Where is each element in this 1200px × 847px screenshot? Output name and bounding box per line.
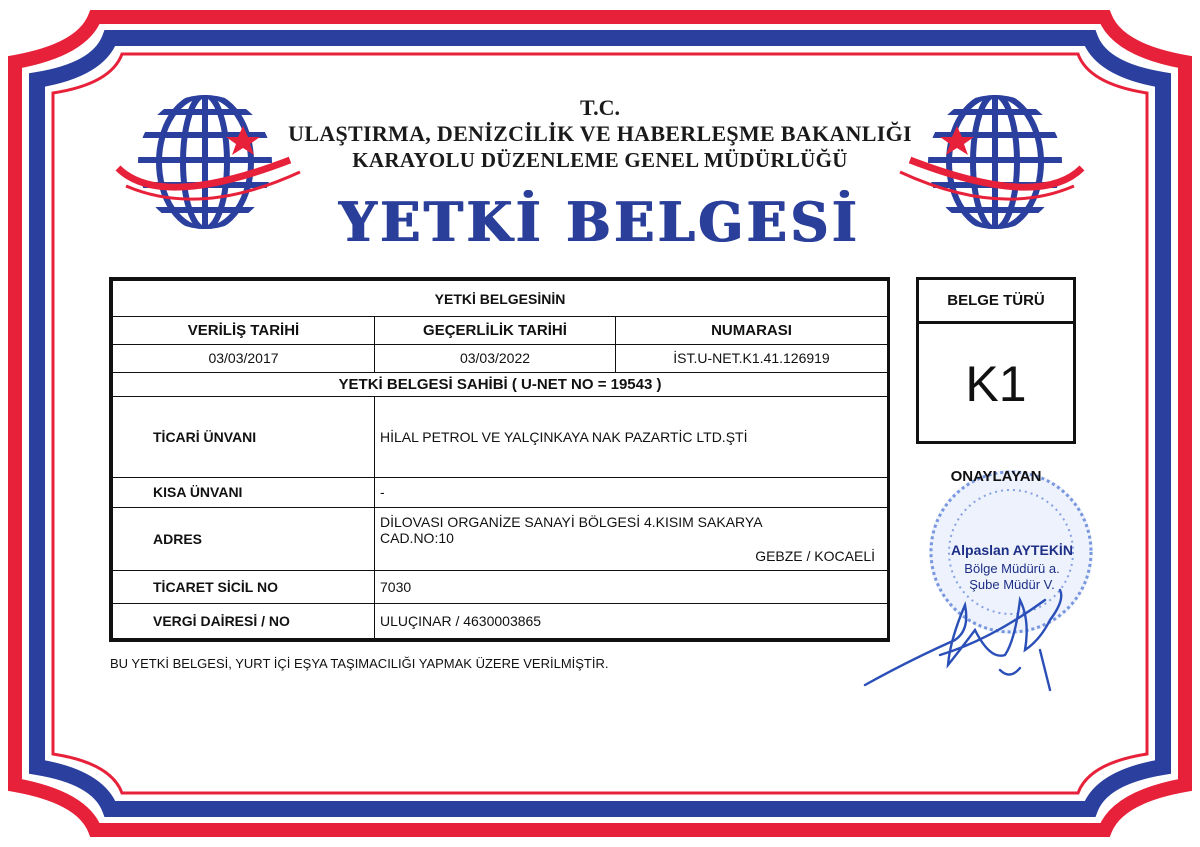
approver-label: ONAYLAYAN [950,468,1042,485]
short-name-label: KISA ÜNVANI [113,477,375,507]
issue-date-value: 03/03/2017 [113,344,375,372]
address-line1: DİLOVASI ORGANİZE SANAYİ BÖLGESİ 4.KISIM SAKARYA [380,514,763,531]
column-validity-date: GEÇERLİLİK TARİHİ [375,317,616,344]
document-type-value: K1 [965,356,1027,412]
short-name-value: - [375,477,888,507]
tax-office-label: VERGİ DAİRESİ / NO [113,603,375,638]
trade-registry-label: TİCARET SİCİL NO [113,571,375,603]
column-issue-date: VERİLİŞ TARİHİ [113,317,375,344]
country-abbrev: T.C. [580,95,620,120]
trade-name-value: HİLAL PETROL VE YALÇINKAYA NAK PAZARTİC LTD.ŞTİ [375,396,888,477]
document-title: YETKİ BELGESİ [339,190,861,255]
document-type-label: BELGE TÜRÜ [919,280,1073,324]
trade-name-label: TİCARİ ÜNVANI [113,396,375,477]
address-value [375,507,888,571]
address-label: ADRES [113,507,375,571]
address-city: GEBZE / KOCAELİ [755,548,876,565]
certificate-number-value: İST.U-NET.K1.41.126919 [616,344,888,372]
address-line2: CAD.NO:10 [380,530,454,547]
certificate-section-title: YETKİ BELGESİNİN [113,281,888,317]
column-number: NUMARASI [616,317,888,344]
footer-note: BU YETKİ BELGESİ, YURT İÇİ EŞYA TAŞIMACILIĞI YAPMAK ÜZERE VERİLMİŞTİR. [110,656,609,671]
stamp-role-line2: Şube Müdür V. [969,577,1055,592]
directorate-name: KARAYOLU DÜZENLEME GENEL MÜDÜRLÜĞÜ [352,148,848,172]
validity-date-value: 03/03/2022 [375,344,616,372]
holder-section-title: YETKİ BELGESİ SAHİBİ ( U-NET NO = 19543 ) [113,372,888,396]
document-type-box [916,277,1076,444]
trade-registry-value: 7030 [375,571,888,603]
tax-office-value: ULUÇINAR / 4630003865 [375,603,888,638]
stamp-role-line1: Bölge Müdürü a. [964,561,1060,576]
certificate-table [109,277,890,642]
ministry-name: ULAŞTIRMA, DENİZCİLİK VE HABERLEŞME BAKANLIĞI [288,121,912,146]
stamp-name: Alpaslan AYTEKİN [951,542,1073,558]
